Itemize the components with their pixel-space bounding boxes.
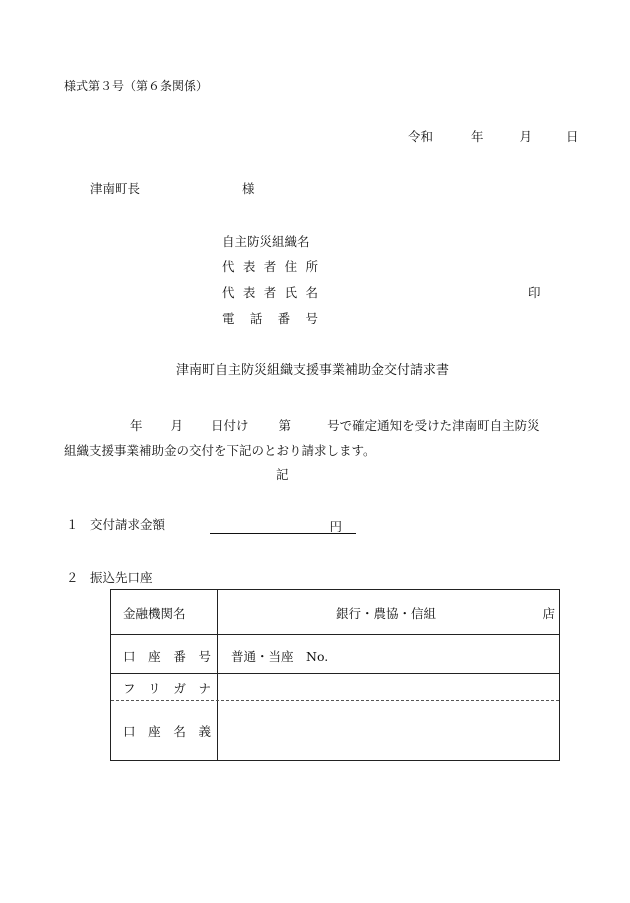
label-char: 義: [198, 724, 211, 739]
body-dai: 第: [278, 418, 292, 433]
rep-address-label: [222, 259, 318, 275]
label-char: 号: [198, 649, 211, 664]
body-month: 月: [170, 418, 184, 433]
date-day: 日: [565, 129, 579, 144]
item2-number: ２: [66, 570, 79, 585]
body-year: 年: [130, 418, 143, 433]
item-account: [66, 570, 153, 586]
phone-char: 電: [222, 311, 235, 326]
date-line: [408, 129, 578, 145]
account-number-label: [123, 647, 211, 665]
account-table: [110, 589, 560, 761]
rep-address-char: 者: [263, 259, 277, 274]
row-account-holder: [111, 701, 559, 760]
furigana-label-cell: [111, 674, 218, 700]
label-char: 口: [123, 649, 136, 664]
request-body-line2: 組織支援事業補助金の交付を下記のとおり請求します。: [64, 443, 376, 458]
item1-label: 交付請求金額: [90, 517, 166, 532]
org-name-label: 自主防災組織名: [222, 234, 310, 249]
account-number-label-cell: [111, 635, 218, 673]
request-body: [64, 413, 574, 463]
account-holder-label: [123, 722, 211, 740]
rep-address-char: 表: [242, 259, 256, 274]
row-furigana: [111, 674, 559, 701]
branch-suffix: 店: [542, 606, 555, 621]
rep-address-char: 所: [305, 259, 318, 274]
body-line1-rest: 号で確定通知を受けた津南町自主防災: [327, 418, 540, 433]
phone-char: 番: [277, 311, 291, 326]
label-char: 座: [148, 649, 161, 664]
label-char: ナ: [198, 681, 211, 696]
rep-name-char: 氏: [284, 285, 298, 300]
item1-number: １: [66, 517, 79, 532]
row-account-number: [111, 635, 559, 674]
rep-name-char: 表: [242, 285, 256, 300]
rep-address-char: 住: [284, 259, 298, 274]
furigana-label: [123, 679, 211, 697]
bank-type-options[interactable]: 銀行・農協・信組: [336, 606, 437, 621]
rep-name-char: 代: [222, 285, 235, 300]
date-era: 令和: [408, 129, 434, 144]
date-year: 年: [470, 129, 484, 144]
row-bank: [111, 590, 559, 635]
seal-mark: 印: [528, 285, 541, 300]
phone-char: 話: [249, 311, 263, 326]
request-body-line1: [64, 413, 574, 438]
account-type-options[interactable]: 普通・当座 No.: [231, 649, 329, 664]
item2-label: 振込先口座: [90, 570, 153, 585]
phone-char: 号: [305, 311, 318, 326]
label-char: 座: [148, 724, 161, 739]
bank-label-cell: [111, 590, 218, 634]
addressee: [90, 181, 255, 197]
rep-name-label: [222, 285, 318, 301]
body-date-suffix: 日付け: [211, 418, 249, 433]
rep-address-char: 代: [222, 259, 235, 274]
ki-heading: 記: [276, 467, 289, 482]
label-char: リ: [148, 681, 161, 696]
label-char: ガ: [173, 681, 186, 696]
label-char: 番: [173, 649, 186, 664]
form-number: 様式第３号（第６条関係）: [64, 79, 209, 93]
phone-label: [222, 311, 318, 327]
document-title: 津南町自主防災組織支援事業補助金交付請求書: [176, 363, 450, 378]
amount-unit: 円: [329, 519, 342, 534]
label-char: フ: [123, 681, 136, 696]
date-month: 月: [519, 129, 532, 144]
addressee-name: 津南町長: [90, 181, 141, 196]
addressee-honorific: 様: [242, 181, 255, 196]
bank-label: 金融機関名: [123, 606, 186, 621]
label-char: 名: [173, 724, 186, 739]
label-char: 口: [123, 724, 136, 739]
account-holder-label-cell: [111, 701, 218, 760]
rep-name-char: 名: [305, 285, 318, 300]
rep-name-char: 者: [263, 285, 277, 300]
amount-input-line[interactable]: [210, 517, 356, 534]
item-amount: [66, 517, 165, 533]
